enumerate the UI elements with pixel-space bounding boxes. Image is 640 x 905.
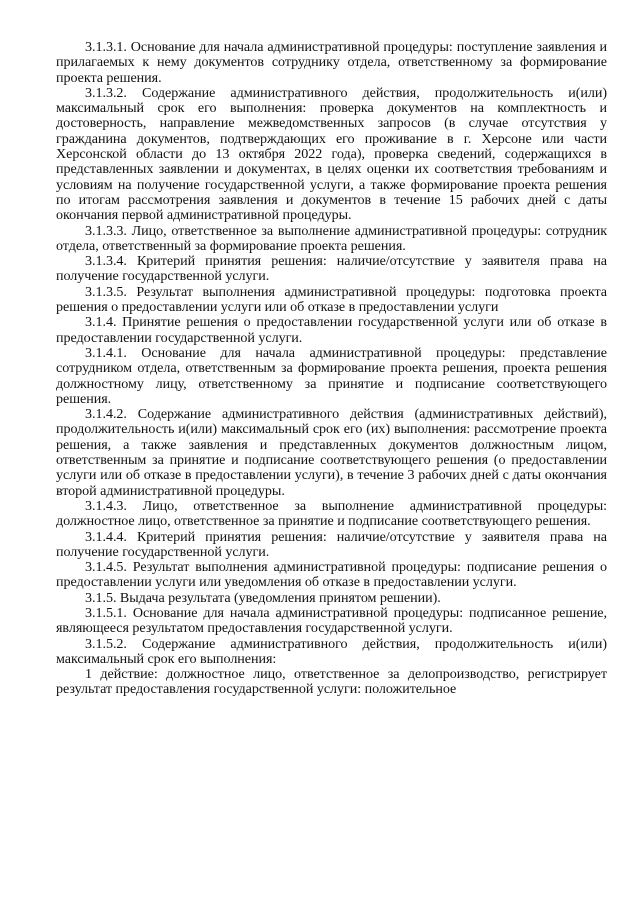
paragraph-3-1-3-2: 3.1.3.2. Содержание административного действия, продолжительность и(или) максимальный срок его выполнения: проверка документов на комплектность и достоверность, направление межведомственных запросов (в случае отсутствия у гражданина документов, подтверждающих его проживание в г. Херсоне или части Херсонской области до 13 октября 2022 года), проверка сведений, содержащихся в представленных заявлении и документах, в целях оценки их соответствия требованиям и условиям на получение государственной услуги, а также формирование проекта решения по итогам рассмотрения заявления и документов в течение 15 рабочих дней с даты окончания первой административной процедуры. <box>56 84 607 224</box>
paragraph-3-1-4: 3.1.4. Принятие решения о предоставлении государственной услуги или об отказе в предоставлении государственной услуги. <box>56 314 607 346</box>
paragraph-3-1-4-5: 3.1.4.5. Результат выполнения административной процедуры: подписание решения о предоставлении услуги или уведомления об отказе в предоставлении услуги. <box>56 559 607 591</box>
paragraph-3-1-3-4: 3.1.3.4. Критерий принятия решения: наличие/отсутствие у заявителя права на получение государственной услуги. <box>56 253 607 285</box>
paragraph-3-1-4-1: 3.1.4.1. Основание для начала административной процедуры: представление сотрудником отдела, ответственным за формирование проекта решения, проекта решения должностному лицу, ответственному за принятие и подписание соответствующего решения. <box>56 344 607 407</box>
paragraph-3-1-4-2: 3.1.4.2. Содержание административного действия (административных действий), продолжительность и(или) максимальный срок его (их) выполнения: рассмотрение проекта решения, а также заявления и представленных документов должностным лицом, ответственным за принятие и подписание соответствующего решения (о предоставлении услуги или об отказе в предоставлении услуги), в течение 3 рабочих дней с даты окончания второй административной процедуры. <box>56 406 607 499</box>
paragraph-3-1-5: 3.1.5. Выдача результата (уведомления принятом решении). <box>85 589 441 606</box>
document-page <box>56 40 607 902</box>
paragraph-3-1-5-1: 3.1.5.1. Основание для начала административной процедуры: подписанное решение, являющееся результатом предоставления государственной услуги. <box>56 604 607 637</box>
paragraph-action-1: 1 действие: должностное лицо, ответственное за делопроизводство, регистрирует результат предоставления государственной услуги: положительное <box>56 666 607 698</box>
paragraph-3-1-5-2: 3.1.5.2. Содержание административного действия, продолжительность и(или) максимальный срок его выполнения: <box>56 635 607 667</box>
paragraph-3-1-4-4: 3.1.4.4. Критерий принятия решения: наличие/отсутствие у заявителя права на получение государственной услуги. <box>56 528 607 560</box>
paragraph-3-1-4-3: 3.1.4.3. Лицо, ответственное за выполнение административной процедуры: должностное лицо, ответственное за принятие и подписание соответствующего решения. <box>56 497 607 530</box>
paragraph-3-1-3-1: 3.1.3.1. Основание для начала административной процедуры: поступление заявления и прилагаемых к нему документов сотруднику отдела, ответственному за формирование проекта решения. <box>56 40 607 86</box>
paragraph-3-1-3-5: 3.1.3.5. Результат выполнения административной процедуры: подготовка проекта решения о предоставлении услуги или об отказе в предоставлении услуги <box>56 283 607 316</box>
paragraph-3-1-3-3: 3.1.3.3. Лицо, ответственное за выполнение административной процедуры: сотрудник отдела, ответственный за формирование проекта решения. <box>56 222 607 254</box>
